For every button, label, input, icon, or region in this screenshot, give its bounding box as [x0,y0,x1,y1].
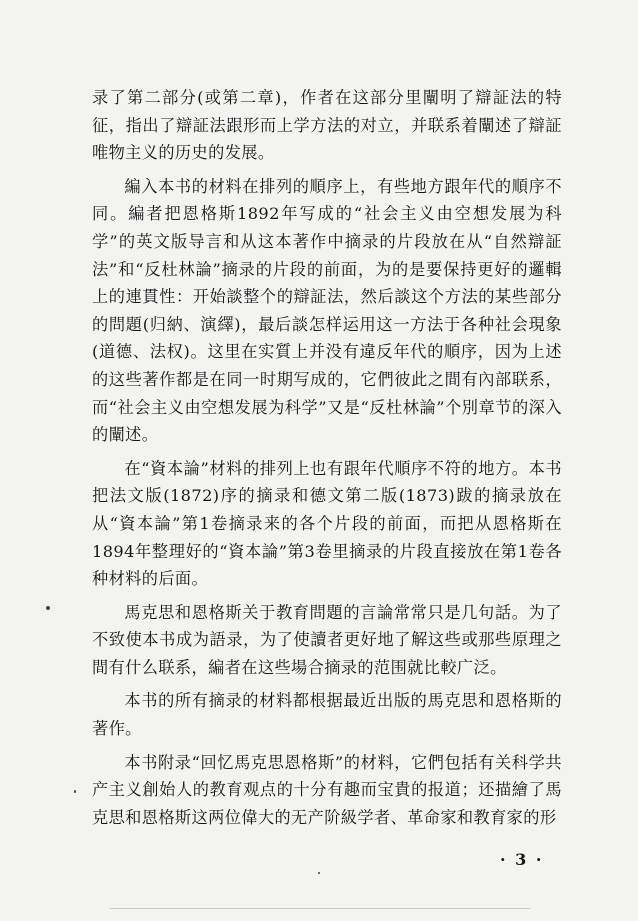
scan-speck-dot [318,872,320,874]
paragraph-arrangement-order: 編入本书的材料在排列的順序上，有些地方跟年代的順序不同。編者把恩格斯1892年写成的“社会主义由空想发展为科学”的英文版导言和从这本著作中摘录的片段放在从“自然辯証法”和“反杜林論”摘录的片段的前面，为的是要保持更好的邏輯上的連貫性：开始談整个的辯証法，然后談这个方法的某些部分的問題(归納、演繹)，最后談怎样运用这一方法于各种社会現象(道德、法权)。这里在实質上并没有違反年代的順序，因为上述的这些著作都是在同一时期写成的，它們彼此之間有內部联系，而“社会主义由空想发展为科学”又是“反杜林論”个別章节的深入的闡述。 [92,176,562,445]
scan-speck-dot [46,606,50,610]
body-text [92,84,562,837]
paragraph-education-quotes: 馬克思和恩格斯关于教育問題的言論常常只是几句話。为了不致使本书成为語录，为了使讀者更好地了解这些或那些原理之間有什么联系，編者在这些場合摘录的范围就比較广泛。 [92,602,562,677]
scan-speck-dot [74,790,76,793]
scan-bottom-edge [110,908,530,909]
paragraph-continued: 录了第二部分(或第二章)，作者在这部分里闡明了辯証法的特征，指出了辯証法跟形而上学方法的对立，并联系着闡述了辯証唯物主义的历史的发展。 [92,88,562,163]
page-number: · 3 · [500,850,544,869]
paragraph-capital-arrangement: 在“資本論”材料的排列上也有跟年代順序不符的地方。本书把法文版(1872)序的摘录和德文第二版(1873)跋的摘录放在从“資本論”第1卷摘录来的各个片段的前面，而把从恩格斯在1894年整理好的“資本論”第3卷里摘录的片段直接放在第1卷各种材料的后面。 [92,458,562,589]
paragraph-sources: 本书的所有摘录的材料都根据最近出版的馬克思和恩格斯的著作。 [92,691,562,739]
paragraph-appendix: 本书附录“回忆馬克思恩格斯”的材料，它們包括有关科学共产主义創始人的教育观点的十分有趣而宝貴的报道；还描繪了馬克思和恩格斯这两位偉大的无产阶級学者、革命家和教育家的形 [92,752,562,827]
